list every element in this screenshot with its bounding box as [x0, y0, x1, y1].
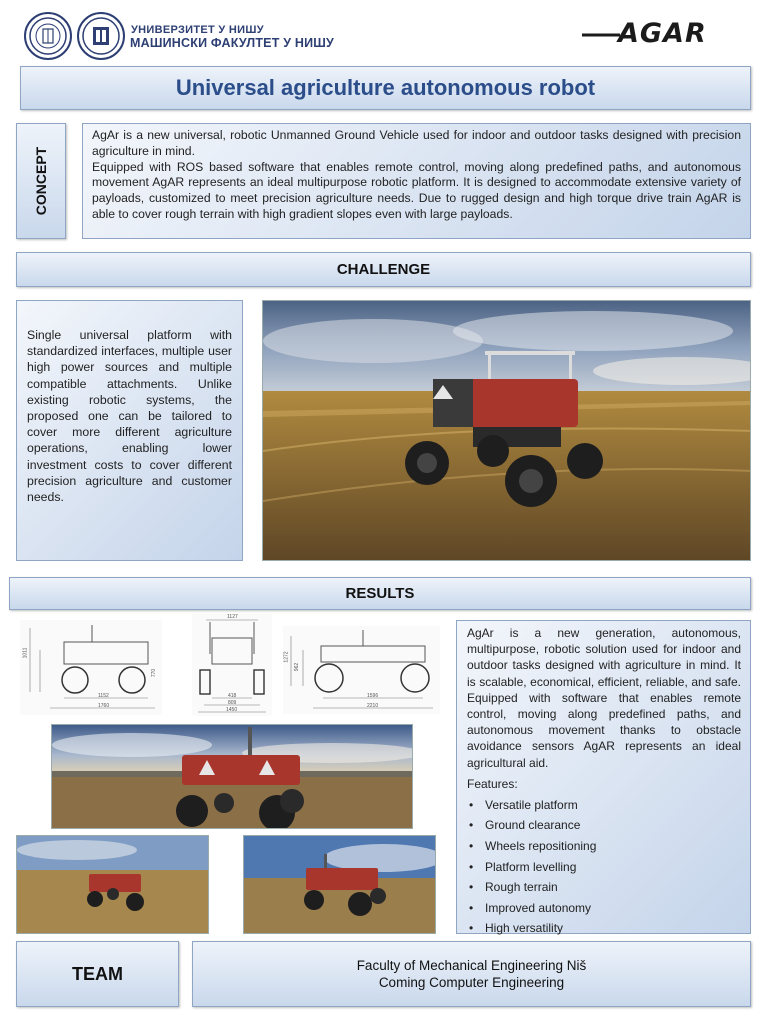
robot-field-photo-small-2 — [243, 835, 436, 934]
results-label: RESULTS — [345, 585, 415, 602]
dim-front-top: 1127 — [227, 614, 238, 620]
dim-side-len-2: 1760 — [98, 703, 110, 709]
feature-item: • Improved autonomy — [467, 898, 741, 919]
results-text: AgAr is a new generation, autonomous, multipurpose, robotic solution used for indoor and outdoor tasks designed with agriculture in mind. It is scalable, economical, efficient, reliable, and safe. Equipped with software that enables remote control, moving along predefined paths, and autonomous movement thanks to obstacle avoidance sensors AgAR represents an ideal agricultural aid. — [467, 626, 741, 770]
team-label: TEAM — [72, 963, 123, 984]
feature-item: • Rough terrain — [467, 877, 741, 898]
dim-side2-h1: 962 — [294, 662, 301, 672]
feature-item: • High versatility — [467, 918, 741, 939]
team-line-2: Coming Computer Engineering — [378, 975, 565, 990]
robot-field-photo — [262, 300, 751, 561]
concept-text-box — [82, 123, 751, 239]
challenge-text-box — [16, 300, 243, 561]
dim-front-w3: 1450 — [226, 707, 238, 713]
feature-item: • Ground clearance — [467, 815, 741, 836]
team-line-1: Faculty of Mechanical Engineering Niš — [356, 958, 587, 973]
header — [0, 0, 768, 64]
robot-field-photo-small-1 — [16, 835, 209, 934]
challenge-text: Single universal platform with standardized interfaces, multiple user high power sources and multiple compatible attachments. Unlike existing robotic systems, the proposed one can be tailored to cover more different agriculture operations, enabling lower investment costs to cover different precision agriculture and customer needs. — [27, 328, 232, 505]
feature-item: • Versatile platform — [467, 795, 741, 816]
dim-side-height-1: 1011 — [22, 647, 29, 659]
dim-front-w2: 809 — [228, 700, 237, 706]
technical-drawing-side-extended — [283, 626, 440, 714]
results-text-box — [456, 620, 751, 934]
dim-side-len-1: 1152 — [98, 693, 109, 699]
dim-front-w1: 418 — [228, 693, 237, 699]
concept-text: AgAr is a new universal, robotic Unmanned Ground Vehicle used for indoor and outdoor tasks designed with precision agriculture in mind. Equipped with ROS based software that enables remote control, moving along predefined paths, and autonomous movement AgAR represents an ideal multipurpose robotic platform. It is designed to accommodate extensive variety of payloads, customized to meet precision agriculture needs. Due to rugged design and high torque drive train AgAR is able to cover rough terrain with high gradient slopes even with large payloads. — [92, 128, 741, 221]
university-seal-icon — [24, 12, 72, 60]
technical-drawing-front — [192, 614, 272, 716]
university-name: УНИВЕРЗИТЕТ У НИШУ — [131, 24, 264, 36]
results-banner — [9, 577, 751, 610]
concept-label: CONCEPT — [33, 146, 50, 216]
feature-item: • Platform levelling — [467, 857, 741, 878]
title-banner — [20, 66, 751, 110]
features-list — [467, 795, 741, 939]
challenge-label: CHALLENGE — [336, 261, 431, 278]
agar-brand-logo: AGAR — [618, 18, 707, 49]
dim-side2-h2: 1272 — [283, 651, 290, 663]
dim-side-height-2: 770 — [151, 668, 158, 678]
page-title: Universal agriculture autonomous robot — [175, 75, 596, 100]
team-label-box — [16, 941, 179, 1007]
concept-label-box — [16, 123, 66, 239]
team-info-box — [192, 941, 751, 1007]
dim-side2-l1: 1596 — [367, 693, 379, 699]
technical-drawing-side — [20, 620, 162, 715]
challenge-banner — [16, 252, 751, 287]
faculty-seal-icon — [77, 12, 125, 60]
robot-sunset-photo — [51, 724, 413, 829]
feature-item: • Wheels repositioning — [467, 836, 741, 857]
faculty-name: МАШИНСКИ ФАКУЛТЕТ У НИШУ — [130, 36, 335, 50]
dim-side2-l2: 2210 — [367, 703, 379, 709]
features-label: Features: — [467, 776, 518, 791]
